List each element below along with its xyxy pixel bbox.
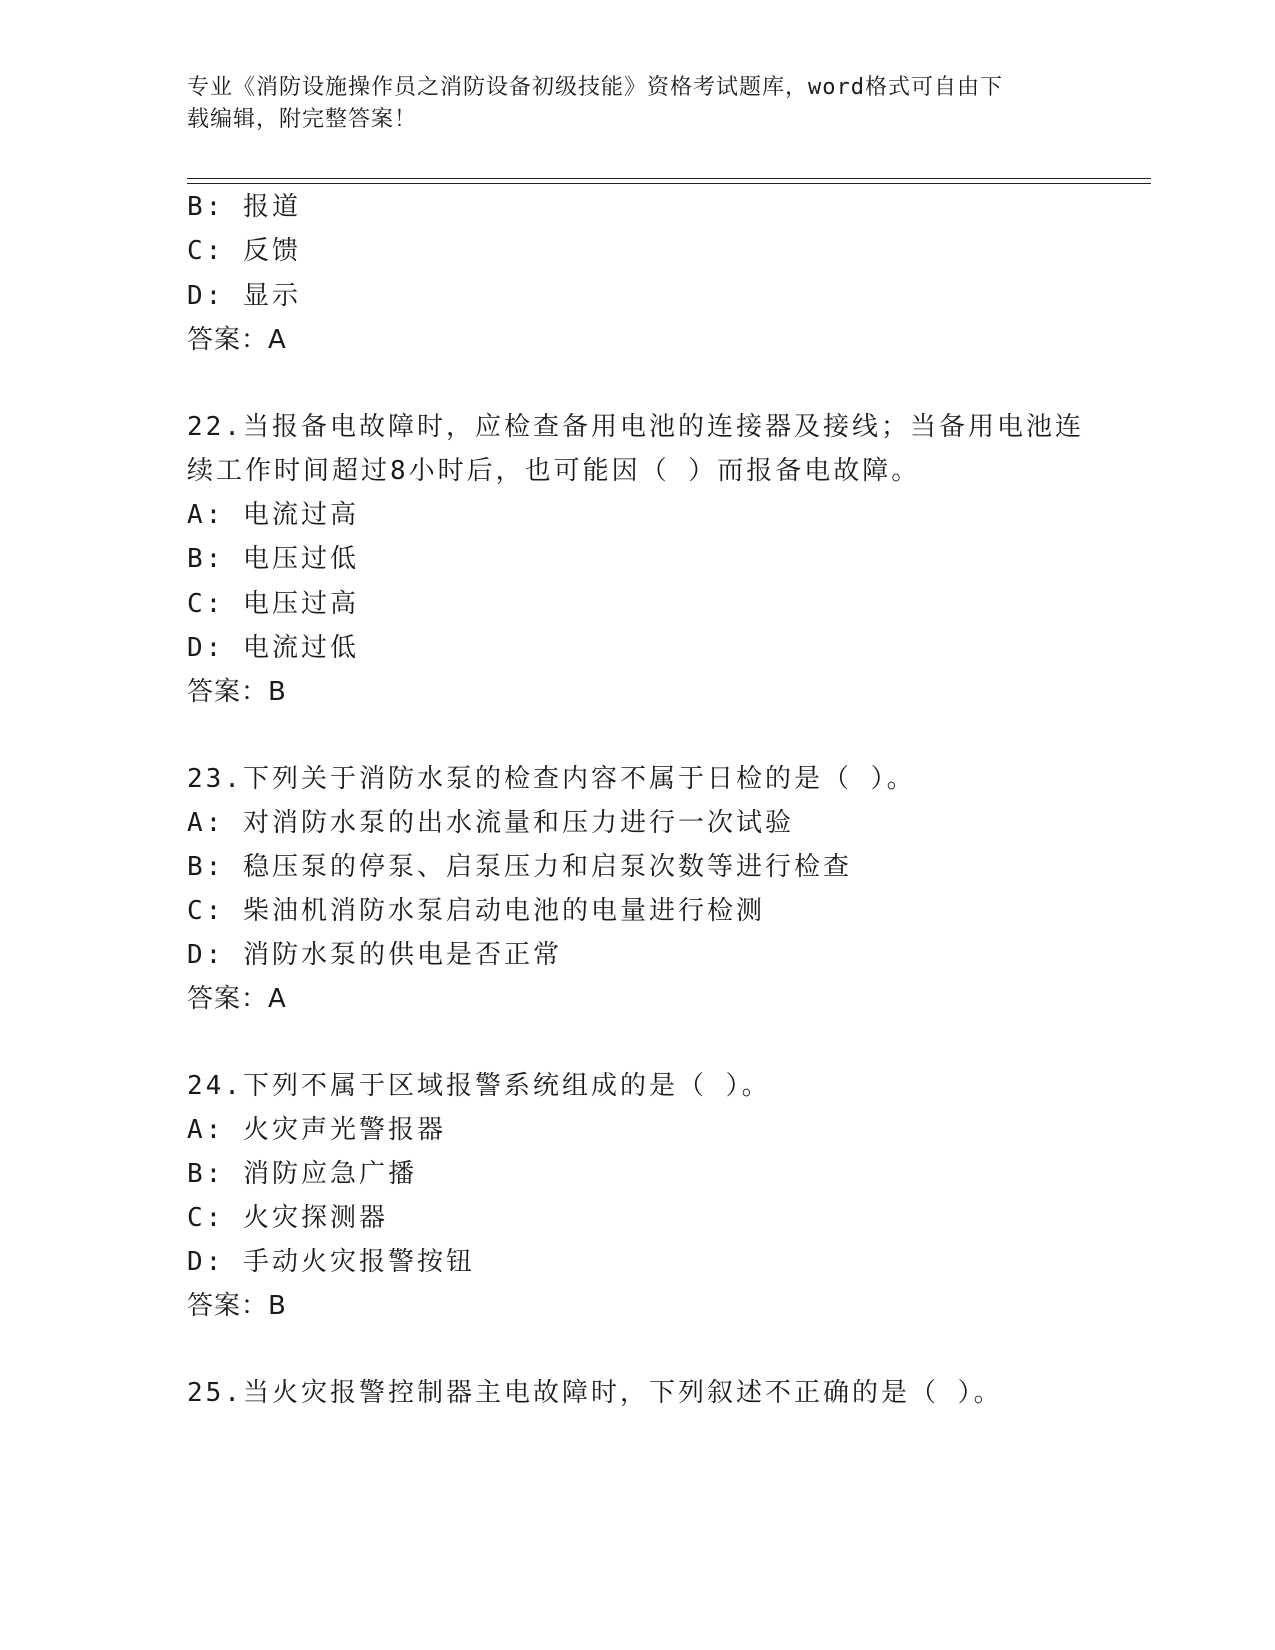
q24-option-b: B: 消防应急广播 — [187, 1159, 417, 1189]
q22-option-d: D: 电流过低 — [187, 633, 359, 663]
q23-stem-line-1: 23.下列关于消防水泵的检查内容不属于日检的是（ ）。 — [187, 764, 916, 794]
q22-stem-line-1: 22.当报备电故障时，应检查备用电池的连接器及接线；当备用电池连 — [187, 412, 1084, 442]
q24-answer: 答案：B — [187, 1291, 287, 1321]
prev-option-b: B: 报道 — [187, 192, 301, 222]
q22-stem-line-2: 续工作时间超过8小时后，也可能因（ ）而报备电故障。 — [187, 456, 921, 486]
q23-option-a: A: 对消防水泵的出水流量和压力进行一次试验 — [187, 808, 794, 838]
header-line-1: 专业《消防设施操作员之消防设备初级技能》资格考试题库，word格式可自由下 — [187, 75, 1003, 100]
q22-option-c: C: 电压过高 — [187, 589, 359, 619]
prev-option-c: C: 反馈 — [187, 236, 301, 266]
q24-option-c: C: 火灾探测器 — [187, 1203, 388, 1233]
q23-option-d: D: 消防水泵的供电是否正常 — [187, 940, 562, 970]
prev-answer: 答案：A — [187, 325, 287, 355]
q22-answer: 答案：B — [187, 677, 287, 707]
q22-option-b: B: 电压过低 — [187, 544, 359, 574]
q24-option-a: A: 火灾声光警报器 — [187, 1115, 446, 1145]
header-line-2: 载编辑，附完整答案！ — [187, 107, 418, 132]
q24-stem-line-1: 24.下列不属于区域报警系统组成的是（ ）。 — [187, 1071, 771, 1101]
page-header — [187, 72, 1067, 136]
header-rule-top — [187, 178, 1151, 179]
q23-answer: 答案：A — [187, 984, 287, 1014]
q23-option-b: B: 稳压泵的停泵、启泵压力和启泵次数等进行检查 — [187, 852, 852, 882]
header-rule-bottom — [187, 183, 1151, 184]
q23-option-c: C: 柴油机消防水泵启动电池的电量进行检测 — [187, 896, 765, 926]
prev-option-d: D: 显示 — [187, 281, 301, 311]
q24-option-d: D: 手动火灾报警按钮 — [187, 1247, 475, 1277]
q25-stem-line-1: 25.当火灾报警控制器主电故障时，下列叙述不正确的是（ ）。 — [187, 1378, 1003, 1408]
q22-option-a: A: 电流过高 — [187, 500, 359, 530]
